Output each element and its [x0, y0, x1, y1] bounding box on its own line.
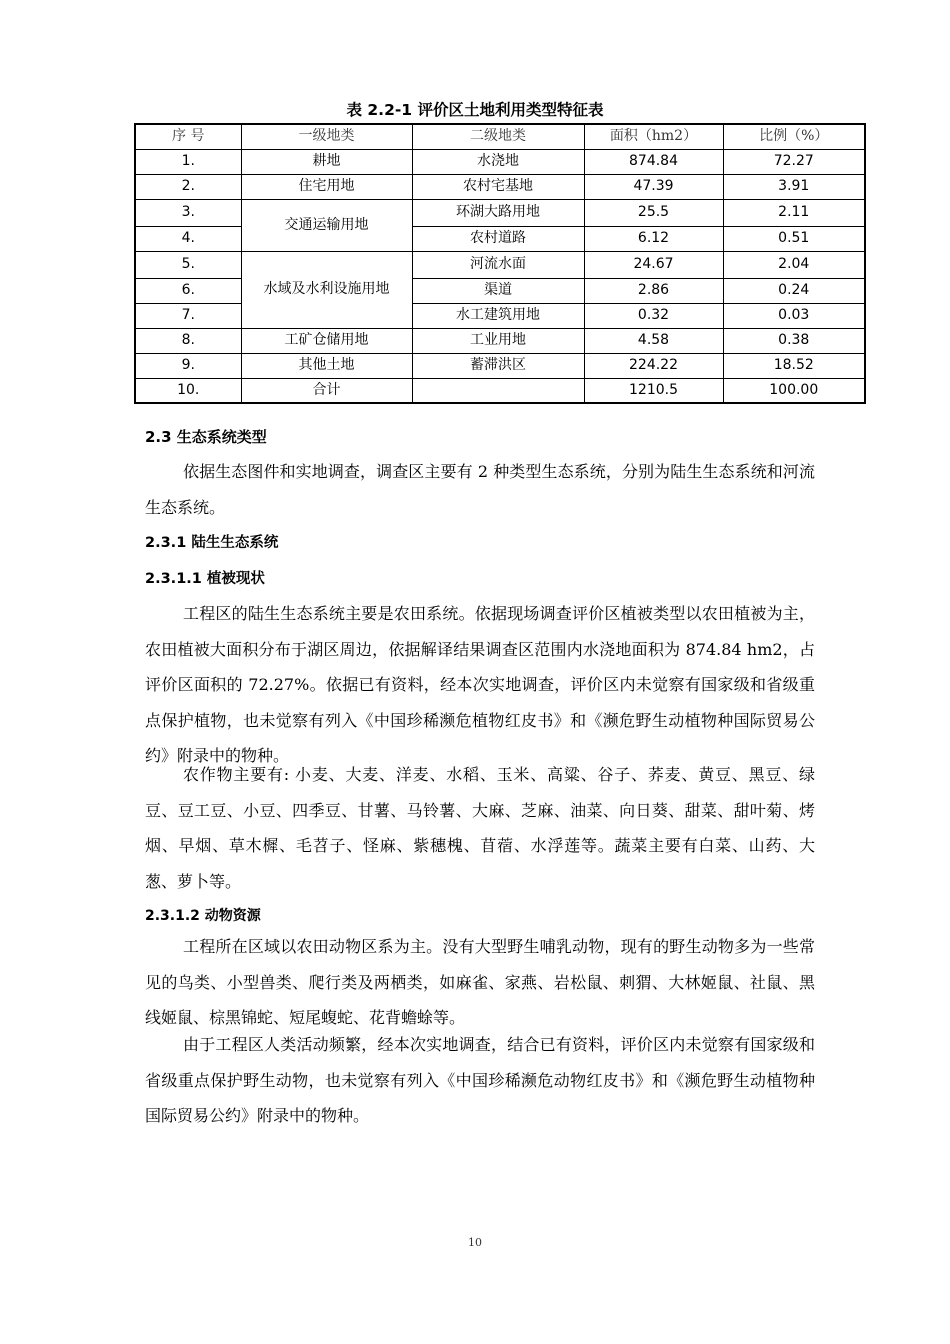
- header-ratio: 比例（%）: [723, 124, 865, 149]
- cell-level1: 工矿仓储用地: [241, 328, 412, 353]
- paragraph-protected-animals: 由于工程区人类活动频繁，经本次实地调查，结合已有资料，评价区内未觉察有国家级和省级重点保护野生动物，也未觉察有列入《中国珍稀濒危动物红皮书》和《濒危野生动植物种国际贸易公约》附录中的物种。: [145, 1035, 815, 1125]
- cell-level2: 环湖大路用地: [412, 199, 584, 226]
- cell-no: 3.: [135, 199, 241, 226]
- cell-area: 874.84: [584, 149, 723, 174]
- cell-level1: 水域及水利设施用地: [241, 251, 412, 328]
- page-number: 10: [468, 1236, 482, 1249]
- cell-level2: 农村宅基地: [412, 174, 584, 199]
- cell-no: 4.: [135, 226, 241, 251]
- cell-no: 5.: [135, 251, 241, 278]
- cell-level2: 水浇地: [412, 149, 584, 174]
- cell-no: 8.: [135, 328, 241, 353]
- header-area: 面积（hm2）: [584, 124, 723, 149]
- cell-ratio: 0.51: [723, 226, 865, 251]
- cell-level1: 住宅用地: [241, 174, 412, 199]
- paragraph-crops: 农作物主要有: 小麦、大麦、洋麦、水稻、玉米、高粱、谷子、荞麦、黄豆、黑豆、绿豆、豆工豆、小豆、四季豆、甘薯、马铃薯、大麻、芝麻、油菜、向日葵、甜菜、甜叶菊、烤烟、早烟、草木樨、毛苕子、怪麻、紫穗槐、苜蓿、水浮莲等。蔬菜主要有白菜、山药、大葱、萝卜等。: [145, 765, 815, 891]
- cell-area: 224.22: [584, 353, 723, 378]
- cell-level2: 蓄滞洪区: [412, 353, 584, 378]
- cell-area: 2.86: [584, 278, 723, 303]
- cell-area: 24.67: [584, 251, 723, 278]
- section-heading-2-3-1-2: 2.3.1.2 动物资源: [145, 908, 261, 924]
- header-level1: 一级地类: [241, 124, 412, 149]
- table-row: [135, 251, 865, 278]
- cell-area: 0.32: [584, 303, 723, 328]
- paragraph-vegetation: 工程区的陆生生态系统主要是农田系统。依据现场调查评价区植被类型以农田植被为主，农田植被大面积分布于湖区周边，依据解译结果调查区范围内水浇地面积为 874.84 hm2，占评价区面积的 72.27%。依据已有资料，经本次实地调查，评价区内未觉察有国家级和省级重点保护植物，也未觉察有列入《中国珍稀濒危植物红皮书》和《濒危野生动植物种国际贸易公约》附录中的物种。: [145, 604, 815, 765]
- table-caption: 表 2.2-1 评价区土地利用类型特征表: [346, 101, 604, 119]
- cell-area: 6.12: [584, 226, 723, 251]
- table-row: [135, 199, 865, 226]
- cell-area: 1210.5: [584, 378, 723, 403]
- table-row: [135, 353, 865, 378]
- paragraph-animals: 工程所在区域以农田动物区系为主。没有大型野生哺乳动物，现有的野生动物多为一些常见的鸟类、小型兽类、爬行类及两栖类，如麻雀、家燕、岩松鼠、刺猬、大林姬鼠、社鼠、黑线姬鼠、棕黑锦蛇、短尾蝮蛇、花背蟾蜍等。: [145, 937, 815, 1027]
- cell-level2: 水工建筑用地: [412, 303, 584, 328]
- cell-level2: 河流水面: [412, 251, 584, 278]
- cell-ratio: 0.03: [723, 303, 865, 328]
- cell-area: 4.58: [584, 328, 723, 353]
- cell-level2: 农村道路: [412, 226, 584, 251]
- cell-ratio: 0.24: [723, 278, 865, 303]
- cell-no: 7.: [135, 303, 241, 328]
- section-heading-2-3-1: 2.3.1 陆生生态系统: [145, 535, 279, 551]
- table-header-row: [135, 124, 865, 149]
- section-heading-2-3-1-1: 2.3.1.1 植被现状: [145, 571, 265, 587]
- cell-ratio: 72.27: [723, 149, 865, 174]
- cell-area: 25.5: [584, 199, 723, 226]
- cell-ratio: 0.38: [723, 328, 865, 353]
- paragraph-ecosystem-types: 依据生态图件和实地调查，调查区主要有 2 种类型生态系统，分别为陆生生态系统和河流生态系统。: [145, 462, 815, 517]
- cell-ratio: 18.52: [723, 353, 865, 378]
- cell-level2: 渠道: [412, 278, 584, 303]
- table-row: [135, 149, 865, 174]
- header-no: 序 号: [135, 124, 241, 149]
- cell-ratio: 3.91: [723, 174, 865, 199]
- cell-no: 2.: [135, 174, 241, 199]
- table-row: [135, 174, 865, 199]
- cell-ratio: 2.04: [723, 251, 865, 278]
- header-level2: 二级地类: [412, 124, 584, 149]
- cell-ratio: 2.11: [723, 199, 865, 226]
- cell-area: 47.39: [584, 174, 723, 199]
- land-use-table: [134, 123, 866, 404]
- cell-no: 10.: [135, 378, 241, 403]
- cell-level1: 交通运输用地: [241, 199, 412, 251]
- section-heading-2-3: 2.3 生态系统类型: [145, 428, 267, 446]
- cell-level2: [412, 378, 584, 403]
- cell-ratio: 100.00: [723, 378, 865, 403]
- cell-level1: 合计: [241, 378, 412, 403]
- cell-no: 1.: [135, 149, 241, 174]
- cell-no: 9.: [135, 353, 241, 378]
- table-row-total: [135, 378, 865, 403]
- cell-level1: 其他土地: [241, 353, 412, 378]
- cell-level2: 工业用地: [412, 328, 584, 353]
- table-row: [135, 328, 865, 353]
- cell-no: 6.: [135, 278, 241, 303]
- cell-level1: 耕地: [241, 149, 412, 174]
